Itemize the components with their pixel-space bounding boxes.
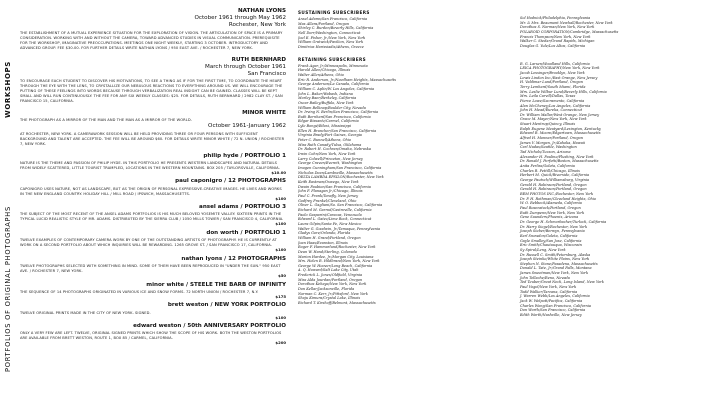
portfolio-price: $50 (278, 273, 286, 279)
portfolio-title: minor white / STEELE THE BARB OF INFINITY (146, 281, 286, 288)
portfolio-price: $10.00 (271, 169, 286, 175)
subscriber-name: Donald L. Tate, Jr./Grand Falls, Montana (520, 266, 592, 271)
subscriber-name: Edward L. Gatez/Lime Rock, Connecticut (298, 217, 372, 222)
subscriber-name: Dimitrios Harissiadis/Athens, Greece (298, 44, 364, 49)
subscriber-name: George W. Hoover/Long Beach, California (298, 263, 373, 268)
portfolio-item (20, 256, 286, 279)
subscriber-name: Carl Nadas/Seattle, Washington (520, 145, 577, 150)
subscriber-name: Richard T. Kirshoff/Belmont, Massachusetts (298, 301, 376, 306)
subscriber-name: Shaju Kimura/Crystal Lake, Illinois (298, 296, 361, 301)
subscriber-name: Norman C. Kerr, Jr./Pittsford, New York (298, 291, 368, 296)
subscriber-name: Paul Vogel/New York, New York (520, 285, 577, 290)
retaining-heading: RETAINING SUBSCRIBERS (298, 56, 367, 62)
subscriber-name: Mrs. Helen R. Hildbrand/New York, New York (298, 259, 380, 264)
subscriber-name: James Sweetman/New York, New York (520, 271, 589, 276)
workshop-nathan-lyons (20, 8, 286, 51)
portfolio-item (20, 323, 286, 346)
portfolio-body: TWELVE ORIGINAL PRINTS MADE IN THE CITY OF NEW YORK. SIGNED. (20, 310, 151, 315)
subscriber-name: A. Q. Howard/Salt Lake City, Utah (298, 268, 359, 273)
subscriber-name: Dr. Irving N. Berlin/San Francisco, California (298, 110, 379, 115)
subscriber-name: Edgar Bissantz/Carmel, California (298, 119, 359, 124)
portfolio-body: CAPONIGRO USES NATURE, NOT AS LANDSCAPE, BUT AS THE ORIGIN OF PERSONAL EXPRESSIVE-CREATIVE IMAGES. HE LIVES AND WORKS IN THE NEW ENGLAND COUNTRY. HOLIDAY HILL / MILL ROAD / IPSWICH, MASSACHUSETTS. (20, 186, 282, 196)
portfolio-title: edward weston / 50th ANNIVERSARY PORTFOLIO (133, 323, 286, 330)
subscriber-name: Stuart Mentrup/Quincy, Illinois (520, 122, 576, 127)
subscriber-name: Roger F. Hammarlund/Rochester, New York (298, 245, 376, 250)
subscriber-name: Ted Teuber/Great Neck, Long Island, New York (520, 280, 604, 285)
subscriber-name: Eric Smith/Chautauqua, Wisconsin (520, 243, 582, 248)
workshops-and-portfolios (20, 8, 286, 416)
subscriber-name: Larry Colwell/Princeton, New Jersey (298, 156, 363, 161)
portfolio-title: paul caponigro / 12 PHOTOGRAPHS (175, 178, 286, 185)
subscriber-name: Shirley C. Burden/Beverly Hills, California (298, 26, 374, 31)
subscriber-name: John Tellache/Reno, Nevada (520, 275, 570, 280)
subscriber-name: Mr. & Mrs. Beaumont Newhall/Rochester, New York (520, 20, 613, 25)
subscriber-name: Todd Walker/Tarzana, California (520, 289, 578, 294)
workshop-dates: October 1961 through May 1962 (194, 15, 286, 22)
workshop-minor-white (20, 110, 286, 146)
subscriber-name: Sy Spiral/Leng, New York (520, 247, 566, 252)
subscribers-column-1 (298, 10, 438, 306)
sustaining-heading: SUSTAINING SUBSCRIBERS (298, 10, 370, 15)
subscriber-name: H. Valdimar Lund/Portland, Oregon (520, 80, 584, 85)
subscriber-name: Imogen Cunningham/San Francisco, California (298, 166, 382, 171)
workshop-dates: October 1961-January 1962 (208, 123, 286, 130)
subscriber-name: Pierce Lowe/Sacramento, California (520, 98, 585, 103)
portfolio-body: NATURE IS THE THEME AND PASSION OF PHILIP HYDE. IN THIS PORTFOLIO HE PRESENTS WESTERN LANDSCAPES AND NATURAL DETAILS FROM WIDELY SCATTERED, LITTLE TOURIST TRAMPLED, LOCATIONS IN THE WESTERN MOUNTAINS. BOX 205 / TAYLORSVILLE, CALIFORNIA. (20, 160, 280, 170)
subscriber-name: REM PHOTOS INC./Rochester, New York (520, 191, 594, 196)
subscriber-name: J. Warren Webb/Los Angeles, California (520, 294, 590, 299)
subscriber-name: George Pautsch/Williamsburg, Virginia (520, 178, 590, 182)
subscriber-name: Don Kellar/Jacksonville, Florida (298, 287, 355, 292)
portfolio-price: $100 (275, 221, 286, 227)
subscriber-name: Paul C. Frank/Tenafly, New Jersey (298, 193, 359, 198)
subscriber-name: Terry Lemhard/South Miami, Florida (520, 84, 586, 89)
subscriber-name: Grace M. Mayer/New York, New York (520, 117, 587, 122)
subscriber-name: Jack W. Welpott/Pacifica, California (520, 299, 583, 304)
subscriber-name: Dr. Ronald J. Perfetti/Boston, Massachusetts (520, 159, 599, 164)
portfolio-price: $100 (275, 247, 286, 253)
portfolio-body: TWELVE EXAMPLES OF CONTEMPORARY CAMERA WORK BY ONE OF THE OUTSTANDING ARTISTS OF PHOTOGRAPHY. HE IS CURRENTLY AT WORK ON A SECOND PORTFOLIO ABOUT WHICH INQUIRIES WILL BE REWARDING. 1265 GROVE ST. / SAN FRANCISCO 17, CALIFORNIA. (20, 238, 277, 248)
subscriber-name: Nell Dorr/Washington, Connecticut (298, 30, 361, 35)
subscriber-name: Herbert M. Quick/Riverside, California (520, 173, 590, 178)
col2-list (520, 16, 660, 49)
subscriber-name: Gerald H. Robinson/Portland, Oregon (520, 182, 587, 187)
subscriber-name: Joel E. Fisher, Jr./New York, New York (298, 35, 366, 40)
subscriber-name: James V. Morgan, Jr./Kahoka, Hawaii (520, 140, 586, 145)
subscriber-name: Dr. George H. Schmorbacher/Turlock, California (520, 219, 607, 224)
portfolio-price: $175 (275, 293, 286, 299)
subscriber-name: Ellen H. Brancher/San Francisco, California (298, 128, 377, 133)
subscriber-name: Stephen N. Stone/Pasadena, Massachusetts (520, 261, 598, 266)
subscriber-name: Walter G. Goodwin, Jr./Tamaqua, Pennsylvania (298, 226, 381, 231)
subscriber-name: Morley Baer/Berkeley, California (298, 96, 357, 101)
subscriber-name: Alan McCheney/Los Angeles, California (520, 103, 591, 108)
subscriber-name: Lewis Lindon Inc./East Orange, New Jersey (520, 75, 598, 80)
subscriber-name: Dwain Faubion/San Francisco, California (298, 184, 371, 189)
subscribers (298, 10, 718, 416)
subscriber-name: Lyle Bongé/Biloxi, Mississippi (298, 124, 351, 129)
portfolio-title: ansel adams / PORTFOLIO 3 (199, 204, 286, 211)
col2-list2 (520, 62, 660, 318)
subscriber-name: Max Allara/Portland, Oregon (298, 21, 350, 26)
subscriber-name: Edward R. Moore/Edgartown, Massachusetts (520, 131, 601, 136)
subscriber-name: Francis Thompson/New York, New York (520, 34, 591, 39)
subscriber-name: Dr. Harry Siegel/Rochester, New York (520, 224, 588, 229)
subscriber-name: John F. Flanagan Jr./Chicago, Illinois (298, 189, 363, 194)
workshop-title: NATHAN LYONS (237, 8, 286, 14)
workshop-place: San Francisco (247, 71, 286, 78)
subscriber-name: Gayle Smalley/San Jose, California (520, 238, 582, 243)
subscriber-name: Joan Haas/Evanston, Illinois (298, 240, 348, 245)
subscriber-name: Alfred H. Monnar/Portland, Oregon (520, 136, 583, 141)
subscriber-name: Gerald H. Robinson/Portland, Oregon (520, 187, 587, 192)
subscriber-name: Don Worth/San Francisco, California (520, 308, 586, 313)
subscriber-name: Mrs. Leslie Wilbur Lund/Beverly Hills, California (520, 89, 607, 94)
subscriber-name: Walter Allen/Athens, Ohio (298, 72, 344, 77)
portfolio-title: philip hyde / PORTFOLIO 1 (203, 152, 286, 159)
subscriber-name: William H. Grand/Portland, Oregon (298, 235, 361, 240)
subscriber-name: R. G. Larsen/Woodland Hills, California (520, 61, 590, 66)
subscriber-name: Dr. Robert H. Cochran/Omaha, Nebraska (298, 147, 372, 152)
subscriber-name: Frank Agar, Jr./Minneapolis, Minnesota (298, 63, 368, 68)
portfolio-body: THE SEQUENCE OF 14 PHOTOGRAPHS ORIGINATED IN VARIOUS ICE AND SNOW FORMS. 72 NORTH UNION / ROCHESTER 7, N.Y. (20, 289, 259, 294)
subscriber-name: Godfrey Frankel/Cleveland, Ohio (298, 198, 357, 203)
subscriber-name: John H. Mead/Eureka, Connecticut (520, 108, 583, 113)
subscriber-name: Charles R. Pettill/Chicago, Illinois (520, 168, 580, 173)
workshop-body: THE ESTABLISHMENT OF A MUTUAL EXPERIENCE SITUATION FOR THE EXPLORATION OF VISION. THE ARTICULATION OF SPACE IS A PRIMARY CONSIDERATION. WORKING WITH AND WITHOUT THE CAMERA, TOWARD ADVANCED STUDIES IN VISUAL COMMUNICATION. PREREQUISITE FOR THE WORKSHOP, IMAGINATIVE PREOCCUPATIONS. MEETINGS ONE NIGHT WEEKLY, STARTING 3 OCTOBER. INTRODUCTORY AND ADVANCED GROUP. FEE $30.00. FOR FURTHER DETAILS WRITE NATHAN LYONS / 950 EAST AVE. / ROCHESTER 7, NEW YORK. (20, 30, 283, 50)
workshop-title: MINOR WHITE (242, 110, 286, 117)
subscriber-name: Tad Nichols/Tucson, Arizona (520, 150, 571, 155)
subscriber-name: Virginia Brady/Fort Gaines, Georgia (298, 133, 362, 138)
subscriber-name: William Gratwick/Pavilion, New York (298, 40, 364, 45)
workshop-body: AT ROCHESTER, NEW YORK. A CAMERAWORK SESSION WILL BE HELD PROVIDING THREE OR FOUR PERSONS WITH SUFFICIENT BACKGROUND AND TALENT ARE ACCEPTED. THE FEE WILL BE AROUND $60. FOR DETAILS WRITE MINOR WHITE / 72 N. UNION / ROCHESTER 7, NEW YORK. (20, 131, 285, 146)
workshop-dates: March through October 1961 (205, 63, 286, 70)
subscriber-name: Ralph Eugene Meatyard/Lexington, Kentucky (520, 126, 601, 131)
portfolio-title: nathan lyons / 12 PHOTOGRAPHS (181, 255, 286, 262)
portfolio-title: brett weston / NEW YORK PORTFOLIO (167, 302, 286, 309)
subscriber-name: Richard M. Garrod/Castroville, California (298, 207, 372, 212)
portfolio-price: $100 (275, 195, 286, 201)
subscriber-name: William C. Aplin/W. Los Angeles, California (298, 86, 375, 91)
portfolio-item (20, 178, 286, 201)
subscriber-name: George Craven/Everett, Washington (298, 161, 363, 166)
subscriber-name: Joseph Sieber/Berwyn, Pennsylvania (520, 229, 585, 234)
portfolio-item (20, 302, 286, 320)
subscriber-name: Dr. Russell C. Smith/Petersburg, Alaska (520, 252, 591, 257)
portfolio-item (20, 282, 286, 300)
subscriber-name: Frederick L. Jones/Oldfield, Virginia (298, 273, 363, 278)
subscriber-name: Irwin Cohn/New York, New York (298, 152, 356, 157)
subscriber-name: Nicholas Dean/Lambsville, Massachusetts (298, 170, 373, 175)
portfolio-price: $200 (275, 340, 286, 346)
subscriber-name: Alexander H. Pauline/Flushing, New York (520, 154, 594, 159)
sidebar-labels (0, 0, 20, 420)
workshop-place: Rochester, New York (228, 22, 286, 29)
subscriber-name: Walker C. Stedar/Grand Rapids, Michigan (520, 39, 595, 44)
subscriber-name: Paolo Gasparini/Caracas, Venezuela (298, 212, 362, 217)
subscriber-name: William Belknap/Boulder City, Nevada (298, 105, 366, 110)
sidebar-portfolios-label: PORTFOLIOS OF ORIGINAL PHOTOGRAPHS (4, 205, 12, 372)
subscriber-name: POLAROID CORPORATION/Cambridge, Massachusetts (520, 29, 619, 34)
portfolio-item (20, 204, 286, 227)
subscriber-name: Harold Allen/Chicago, Illinois (298, 68, 351, 73)
subscriber-name: Miss Ruth Canady/Tulsa, Oklahoma (298, 142, 362, 147)
subscriber-name: Ruth Bernhard/San Francisco, California (298, 114, 371, 119)
workshop-title: RUTH BERNHARD (231, 56, 286, 63)
subscriber-name: Dr. William Mallar/West Orange, New Jersey (520, 112, 600, 117)
subscribers-column-2 (520, 10, 660, 318)
portfolio-item (20, 153, 286, 176)
subscriber-name: DELTA LAMBDA EPSILON/Rochester, New York (298, 175, 384, 180)
subscriber-name: George Anderson/La Canada, California (298, 82, 369, 87)
sidebar-workshops-label: WORKSHOPS (4, 61, 12, 118)
subscriber-name: Oscar Bailey/Buffalo, New York (298, 100, 354, 105)
subscriber-name: LEICA PHOTOGRAPHY/New York, New York (520, 66, 600, 71)
subscriber-name: Laura Gilpin/Santa Fe, New Mexico (298, 221, 362, 226)
subscriber-name: Peter C. Bunnell/Athens, Ohio (298, 138, 351, 143)
retaining-list (298, 64, 438, 306)
subscriber-name: Jacob Lessinger/Brooklyn, New York (520, 70, 585, 75)
portfolio-item (20, 230, 286, 253)
workshop-body: TO ENCOURAGE EACH STUDENT TO DISCOVER HIS MOTIVATIONS, TO SEE A THING AS IF FOR THE FIRST TIME, TO COORDINATE THE HEART THROUGH THE EYE WITH THE LENS, TO CRYSTALLIZE OUR NEBULOUS REACTIONS TO EVERYTHING AROUND US. WE WILL ENCOURAGE THE PUTTING OF THESE FEELINGS INTO WORDS BECAUSE THROUGH VERBALIZATION REAL INSIGHT CAN BE GAINED. CLASSES WILL BE KEPT SMALL AND WILL RUN CONTINUOUSLY. THE FEE FOR ANY SIX WEEKLY CLASSES: $25. FOR DETAILS, RUTH BERNHARD / 2982 CLAY ST. / SAN FRANCISCO 15, CALIFORNIA. (20, 79, 283, 104)
subscriber-name: Eric R. Anderson, Jr./Needham Heights, Massachusetts (298, 77, 397, 82)
subscriber-name: Charles Wong/San Francisco, California (520, 303, 591, 308)
portfolio-body: TWELVE PHOTOGRAPHS SELECTED WITH SOMETHING IN MIND. SOME OF THEM HAVE BEEN REPRODUCED IN "UNDER THE SUN." 950 EAST AVE. / ROCHESTER 7, NEW YORK. (20, 264, 281, 274)
subscriber-name: Marion Hardee, Jr./Morgan City, Louisiana (298, 254, 374, 259)
subscriber-name: Paul Rosenstock/Portland, Oregon (520, 205, 581, 210)
subscriber-name: Sol Hodnick/Philadelphia, Pennsylvania (520, 16, 591, 20)
subscriber-name: Keith Eastman/Oswego, New York (298, 180, 359, 184)
subscriber-name: Gladys Gore/Orlando, Florida (298, 231, 351, 236)
workshop-ruth-bernhard (20, 57, 286, 105)
subscriber-name: Dorothea S. Norman/New York, New York (520, 25, 595, 30)
subscriber-name: Edith Worth/Nashville, New Jersey (520, 313, 582, 318)
subscriber-name: Dr. P. H. Rothman/Cleveland Heights, Ohio (520, 196, 596, 201)
subscriber-name: Miss Alda Jourdan/Portland, Oregon (298, 277, 363, 282)
workshop-intro: THE PHOTOGRAPH AS A MIRROR OF THE MAN AND THE MAN AS A MIRROR OF THE WORLD. (20, 118, 192, 123)
portfolio-body: THE SUBJECT OF THE MOST RECENT OF THE ANSEL ADAMS PORTFOLIOS IS HIS MUCH BELOVED YOSEMITE VALLEY. SIXTEEN PRINTS IN THE TYPICAL LUCID REALISTIC STYLE OF MR. ADAMS. DISTRIBUTED BY THE SIERRA CLUB / 1050 MILLS TOWER / SAN FRANCISCO 4, CALIFORNIA. (20, 212, 284, 222)
subscriber-name: Earl Snowdon/Goleta, California (520, 233, 578, 238)
portfolio-title: don worth / PORTFOLIO 1 (206, 230, 286, 237)
subscriber-name: Ruth Zumpenn/New York, New York (520, 210, 585, 215)
portfolio-price: $100 (275, 314, 286, 320)
subscriber-name: Joseph Steinke/White Plains, New York (520, 257, 590, 262)
subscriber-name: Douglas G. Yule/Los Altos, California (520, 43, 586, 48)
subscriber-name: Ansel Adams/San Francisco, California (298, 17, 368, 21)
subscriber-name: Oliver L. Gagliani/So. San Francisco, California (298, 203, 383, 208)
subscriber-name: Mrs. Leila Carvill/Dallas, Texas (520, 94, 576, 99)
subscriber-name: Gene Saunders/Phoenix, Arizona (520, 215, 579, 220)
portfolio-body: ONLY A VERY FEW ARE LEFT. TWELVE, ORIGINAL SIGNED PRINTS WHICH SHOW THE SCOPE OF HIS WORK. BOTH THE WESTON PORTFOLIOS ARE AVAILABLE FROM BRETT WESTON, ROUTE 1, BOX 85 / CARMEL, CALIFORNIA. (20, 331, 282, 341)
subscriber-name: Dean W. Hand/Sterling, Colorado (298, 249, 357, 254)
subscriber-name: W. O. Rebbeck/Alameda, California (520, 201, 582, 206)
subscriber-name: John L. Baker/Wabash, Indiana (298, 91, 353, 96)
subscriber-name: Dorothea Kehaya/New York, New York (298, 282, 367, 287)
subscriber-name: Anita Perliss/Goleta, California (520, 164, 575, 169)
sustaining-list (298, 17, 438, 50)
